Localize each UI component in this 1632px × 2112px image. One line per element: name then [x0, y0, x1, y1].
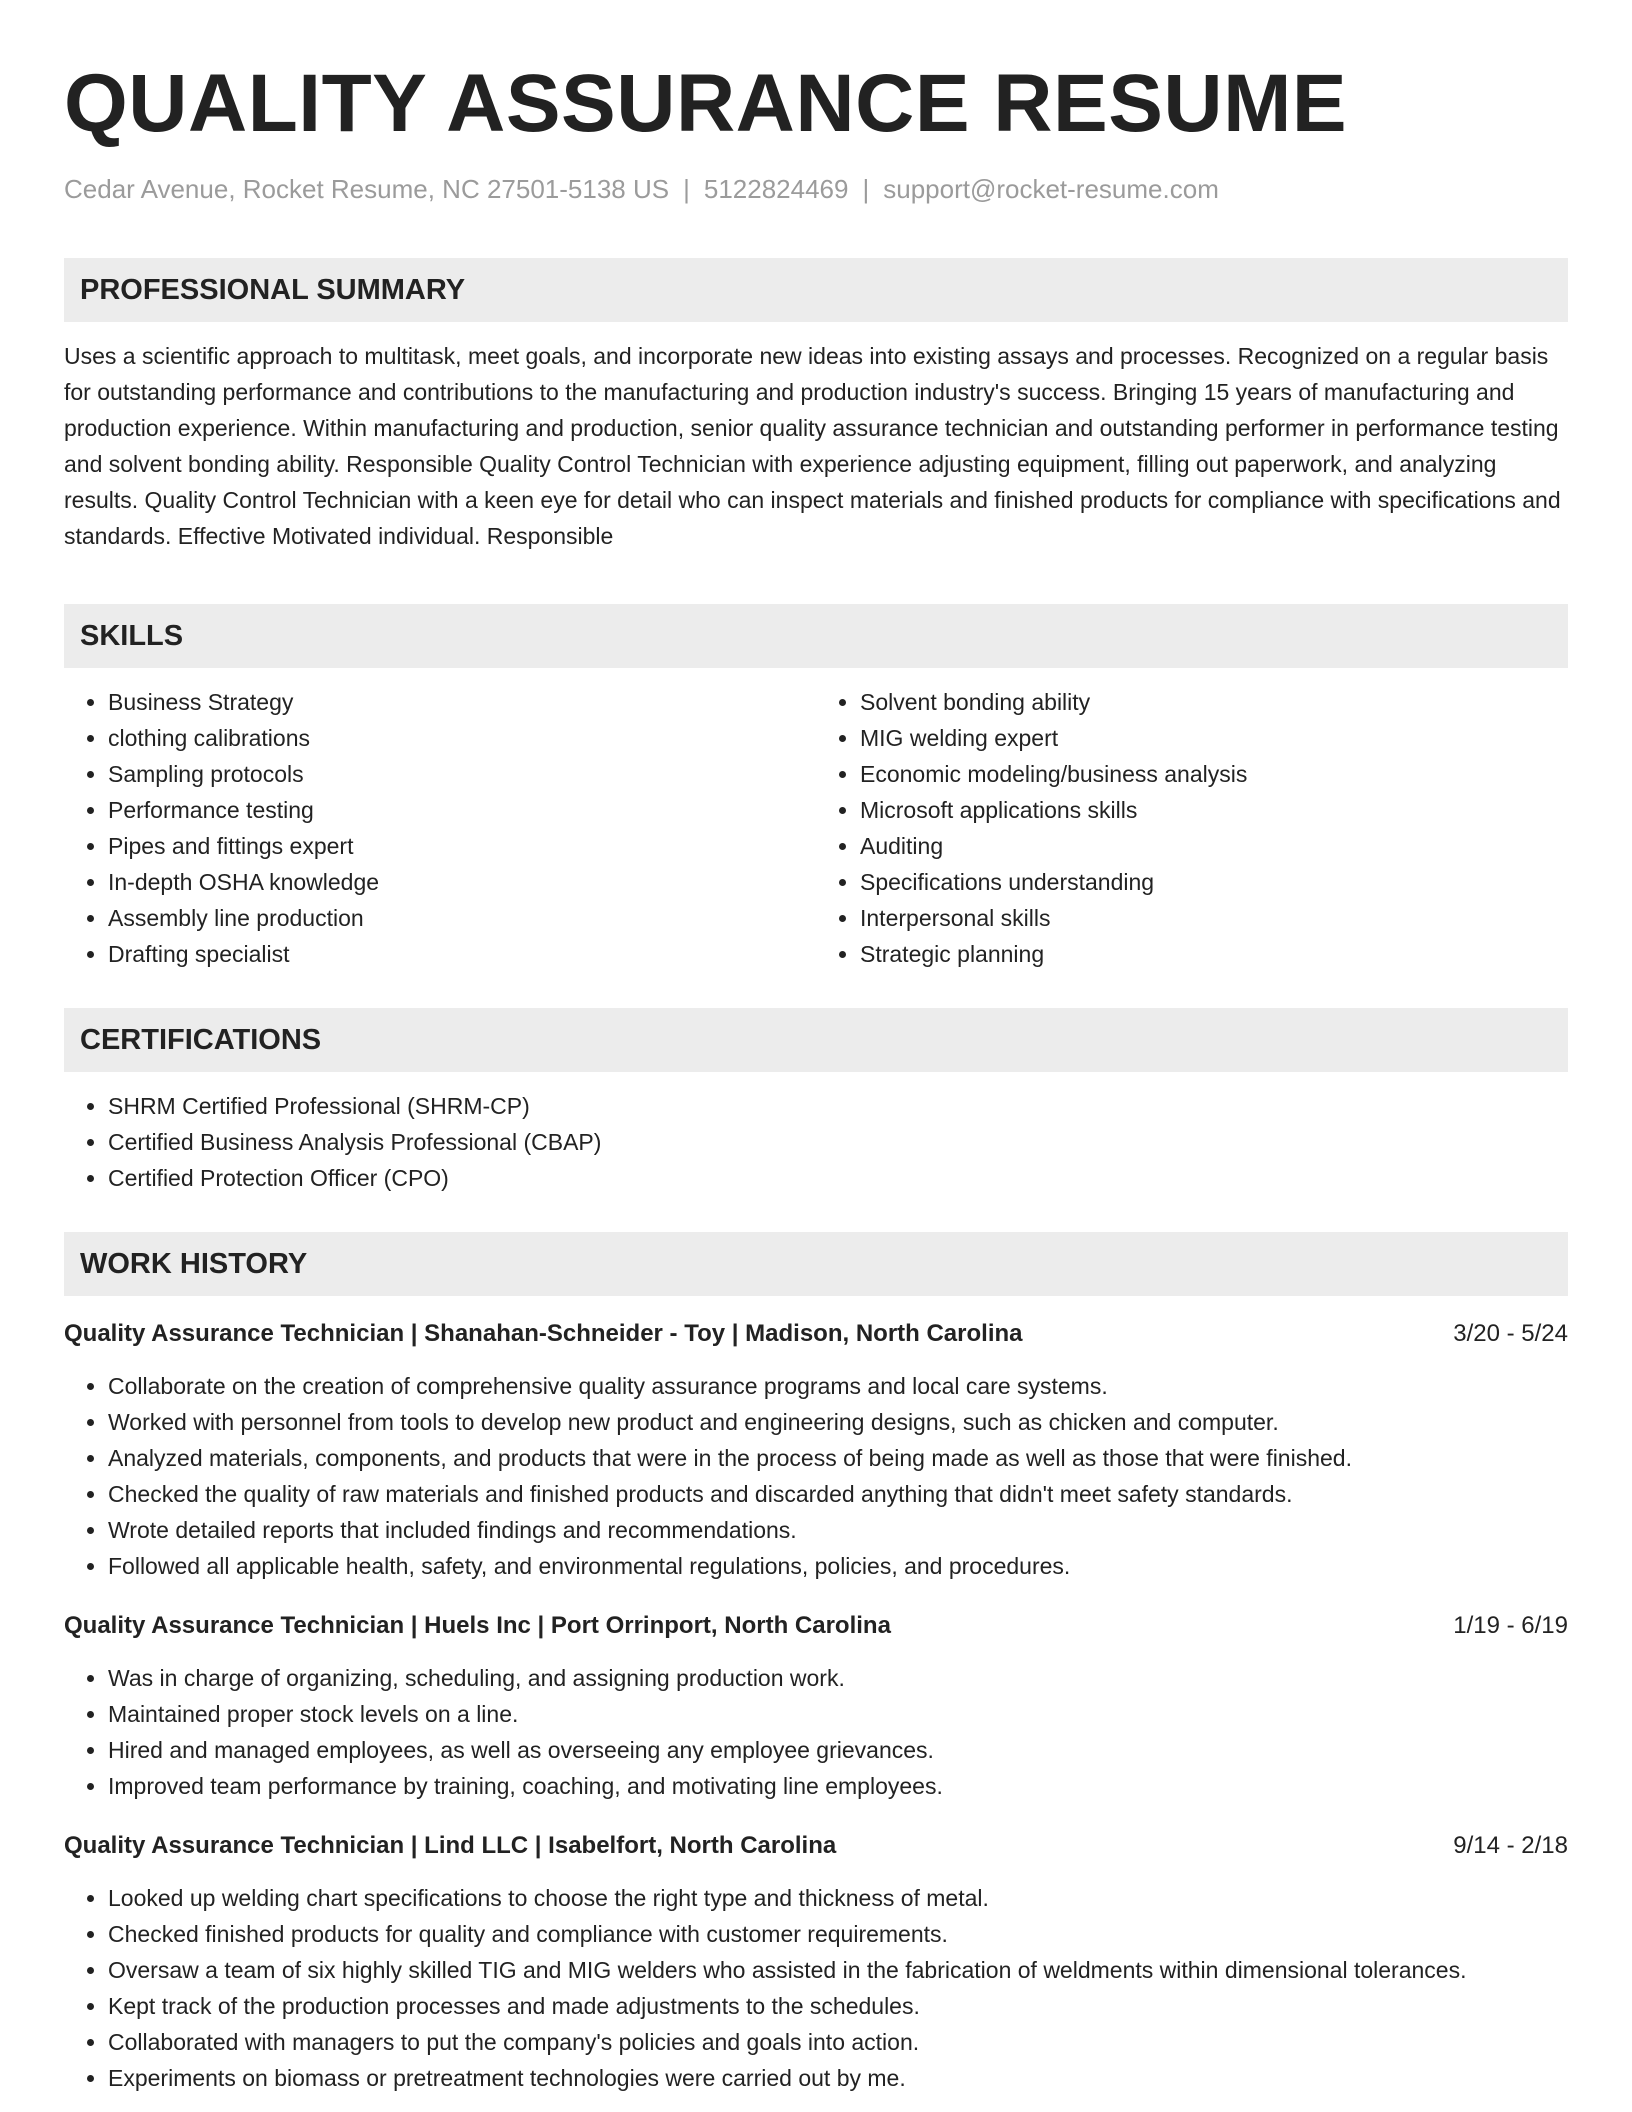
contact-separator: |: [683, 174, 690, 204]
contact-line: [64, 172, 1568, 206]
resume-page: [64, 56, 1568, 2096]
section-header-skills: SKILLS: [64, 604, 1568, 668]
job-bullet: • Kept track of the production processes and made adjustments to the schedules.: [108, 1988, 1568, 2024]
certification-item: • Certified Protection Officer (CPO): [108, 1160, 1568, 1196]
skill-item: • Pipes and fittings expert: [108, 828, 816, 864]
section-header-professional-summary: PROFESSIONAL SUMMARY: [64, 258, 1568, 322]
job-entry: [64, 1828, 1568, 2096]
certifications-list: [64, 1088, 1568, 1196]
certification-item: • SHRM Certified Professional (SHRM-CP): [108, 1088, 1568, 1124]
job-bullet: • Experiments on biomass or pretreatment technologies were carried out by me.: [108, 2060, 1568, 2096]
job-header: [64, 1316, 1568, 1352]
skills-column-right: [816, 684, 1568, 972]
skill-item: • Drafting specialist: [108, 936, 816, 972]
skill-item: • Specifications understanding: [860, 864, 1568, 900]
skill-item: • clothing calibrations: [108, 720, 816, 756]
skill-item: • Economic modeling/business analysis: [860, 756, 1568, 792]
job-entry: [64, 1316, 1568, 1584]
job-bullet: • Collaborated with managers to put the company's policies and goals into action.: [108, 2024, 1568, 2060]
section-header-certifications: CERTIFICATIONS: [64, 1008, 1568, 1072]
job-dates: 3/20 - 5/24: [1453, 1320, 1568, 1347]
section-header-work-history: WORK HISTORY: [64, 1232, 1568, 1296]
skill-item: • Solvent bonding ability: [860, 684, 1568, 720]
job-bullet: • Checked the quality of raw materials and finished products and discarded anything that didn't meet safety standards.: [108, 1476, 1568, 1512]
job-title: Quality Assurance Technician | Huels Inc | Port Orrinport, North Carolina: [64, 1612, 891, 1639]
job-title: Quality Assurance Technician | Shanahan-Schneider - Toy | Madison, North Carolina: [64, 1320, 1023, 1347]
job-bullets: [64, 1880, 1568, 2096]
job-header: [64, 1828, 1568, 1864]
job-bullet: • Analyzed materials, components, and products that were in the process of being made as well as those that were finished.: [108, 1440, 1568, 1476]
job-title: Quality Assurance Technician | Lind LLC | Isabelfort, North Carolina: [64, 1832, 837, 1859]
skill-item: • Interpersonal skills: [860, 900, 1568, 936]
job-bullet: • Collaborate on the creation of comprehensive quality assurance programs and local care systems.: [108, 1368, 1568, 1404]
skill-item: • Assembly line production: [108, 900, 816, 936]
job-bullet: • Wrote detailed reports that included findings and recommendations.: [108, 1512, 1568, 1548]
professional-summary-text: Uses a scientific approach to multitask, meet goals, and incorporate new ideas into existing assays and processes. Recognized on a regular basis for outstanding performance and contributions to the manufacturing and production industry's success. Bringing 15 years of manufacturing and production experience. Within manufacturing and production, senior quality assurance technician and outstanding performer in performance testing and solvent bonding ability. Responsible Quality Control Technician with experience adjusting equipment, filling out paperwork, and analyzing results. Quality Control Technician with a keen eye for detail who can inspect materials and finished products for compliance with specifications and standards. Effective Motivated individual. Responsible: [64, 343, 1561, 549]
contact-email: support@rocket-resume.com: [883, 174, 1219, 204]
contact-separator: |: [862, 174, 870, 204]
job-bullet: • Hired and managed employees, as well as overseeing any employee grievances.: [108, 1732, 1568, 1768]
resume-title: QUALITY ASSURANCE RESUME: [64, 58, 1348, 149]
skill-item: • In-depth OSHA knowledge: [108, 864, 816, 900]
job-bullet: • Worked with personnel from tools to develop new product and engineering designs, such as chicken and computer.: [108, 1404, 1568, 1440]
skill-item: • Sampling protocols: [108, 756, 816, 792]
skills-column-left: [64, 684, 816, 972]
job-header: [64, 1608, 1568, 1644]
job-bullets: [64, 1660, 1568, 1804]
job-bullet: • Oversaw a team of six highly skilled TIG and MIG welders who assisted in the fabrication of weldments within dimensional tolerances.: [108, 1952, 1568, 1988]
job-bullets: [64, 1368, 1568, 1584]
skill-item: • Strategic planning: [860, 936, 1568, 972]
job-bullet: • Was in charge of organizing, scheduling, and assigning production work.: [108, 1660, 1568, 1696]
skills-list: [64, 684, 1568, 972]
job-bullet: • Looked up welding chart specifications to choose the right type and thickness of metal.: [108, 1880, 1568, 1916]
skill-item: • MIG welding expert: [860, 720, 1568, 756]
job-bullet: • Checked finished products for quality and compliance with customer requirements.: [108, 1916, 1568, 1952]
job-dates: 1/19 - 6/19: [1453, 1612, 1568, 1639]
job-bullet: • Maintained proper stock levels on a line.: [108, 1696, 1568, 1732]
job-bullet: • Improved team performance by training, coaching, and motivating line employees.: [108, 1768, 1568, 1804]
skill-item: • Performance testing: [108, 792, 816, 828]
contact-phone: 5122824469: [703, 174, 849, 204]
job-bullet: • Followed all applicable health, safety, and environmental regulations, policies, and procedures.: [108, 1548, 1568, 1584]
job-dates: 9/14 - 2/18: [1453, 1832, 1568, 1859]
skill-item: • Business Strategy: [108, 684, 816, 720]
certification-item: • Certified Business Analysis Professional (CBAP): [108, 1124, 1568, 1160]
skill-item: • Microsoft applications skills: [860, 792, 1568, 828]
skill-item: • Auditing: [860, 828, 1568, 864]
job-entry: [64, 1608, 1568, 1804]
contact-address: Cedar Avenue, Rocket Resume, NC 27501-5138 US: [64, 174, 670, 204]
